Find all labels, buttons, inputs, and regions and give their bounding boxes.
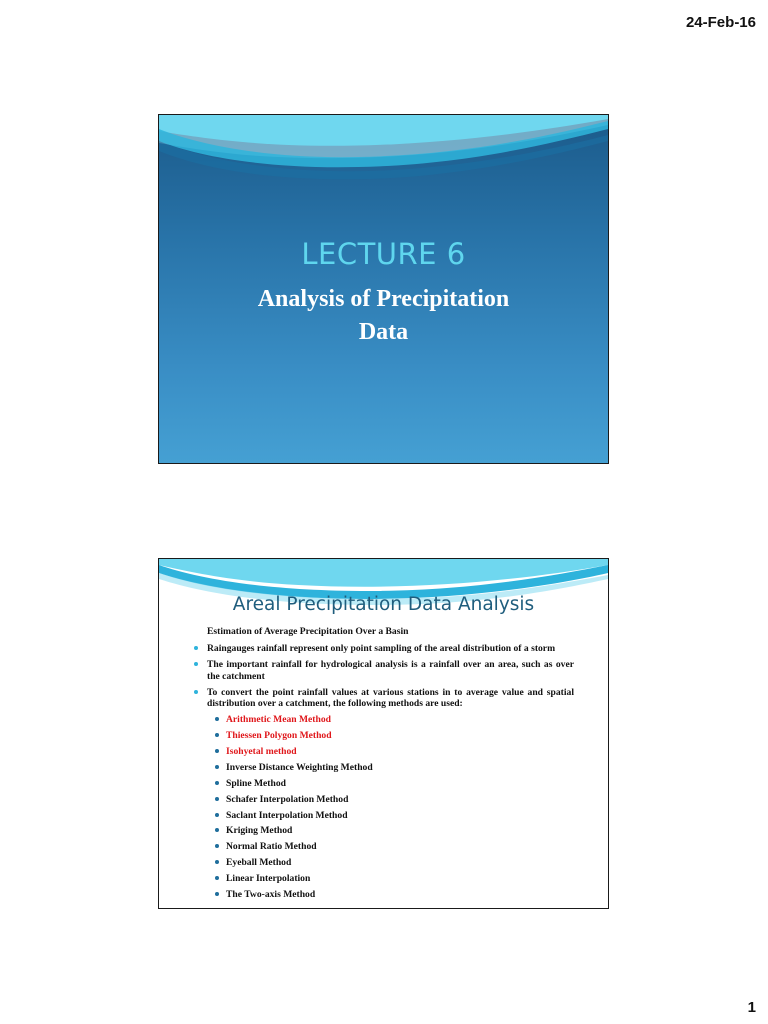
bullet-point: The important rainfall for hydrological analysis is a rainfall over an area, such as over the catchment	[185, 659, 574, 681]
slide-body	[185, 626, 574, 905]
method-item: Kriging Method	[185, 825, 574, 841]
content-slide	[158, 558, 609, 909]
bullet-point: Raingauges rainfall represent only point sampling of the areal distribution of a storm	[185, 643, 574, 654]
bullet-point: To convert the point rainfall values at various stations in to average value and spatial distribution over a catchment, the following methods are used:	[185, 687, 574, 709]
method-item: Linear Interpolation	[185, 873, 574, 889]
subtitle-line-2: Data	[358, 319, 409, 345]
page-number: 1	[747, 999, 756, 1016]
slide-sub-heading: Estimation of Average Precipitation Over a Basin	[207, 626, 409, 637]
method-item: The Two-axis Method	[185, 889, 574, 905]
page-date: 24-Feb-16	[685, 14, 756, 31]
method-item: Schafer Interpolation Method	[185, 794, 574, 810]
method-item: Thiessen Polygon Method	[185, 730, 574, 746]
methods-list	[185, 714, 574, 905]
slide-subtitle	[159, 283, 608, 349]
method-item: Inverse Distance Weighting Method	[185, 762, 574, 778]
subtitle-line-1: Analysis of Precipitation	[257, 286, 510, 312]
title-slide	[158, 114, 609, 464]
slide-heading: Areal Precipitation Data Analysis	[232, 594, 535, 615]
method-item: Saclant Interpolation Method	[185, 810, 574, 826]
method-item: Arithmetic Mean Method	[185, 714, 574, 730]
method-item: Eyeball Method	[185, 857, 574, 873]
method-item: Isohyetal method	[185, 746, 574, 762]
slide-header-swoosh	[159, 115, 608, 185]
method-item: Spline Method	[185, 778, 574, 794]
method-item: Normal Ratio Method	[185, 841, 574, 857]
slide-title: LECTURE 6	[301, 237, 466, 271]
